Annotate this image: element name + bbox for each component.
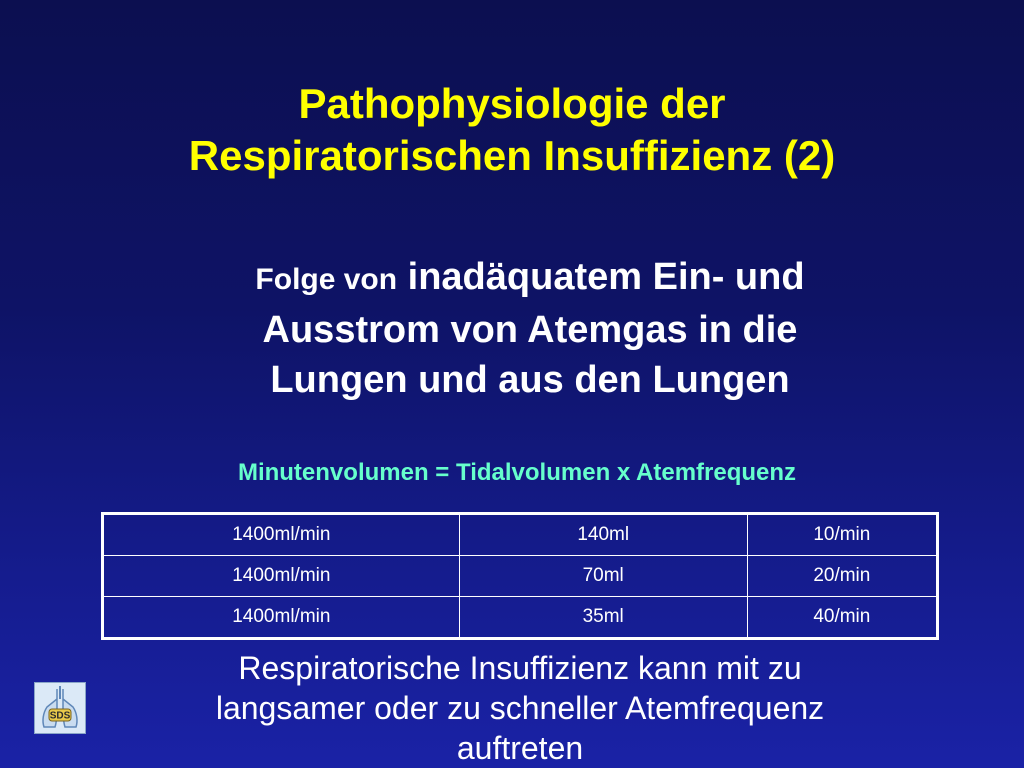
bullet-line-2: Ausstrom von Atemgas in die <box>262 309 798 351</box>
table-cell: 1400ml/min <box>103 597 460 639</box>
table-row <box>103 556 938 597</box>
slide-title-line-1: Pathophysiologie der <box>298 80 726 127</box>
table-cell: 40/min <box>747 597 937 639</box>
table-cell: 1400ml/min <box>103 556 460 597</box>
slide-title-line-2: Respiratorischen Insuffizienz (2) <box>188 132 836 179</box>
slide-title <box>0 78 1024 182</box>
bottom-text <box>120 648 920 768</box>
lungs-logo-icon <box>34 682 86 734</box>
bullet-line-1 <box>140 252 920 305</box>
bullet-lead: Folge von <box>255 263 398 296</box>
table-cell: 140ml <box>459 514 747 556</box>
bottom-line-2: langsamer oder zu schneller Atemfrequenz <box>215 690 825 726</box>
table-cell: 70ml <box>459 556 747 597</box>
table-cell: 10/min <box>747 514 937 556</box>
bullet-line-3: Lungen und aus den Lungen <box>270 359 790 401</box>
table-cell: 20/min <box>747 556 937 597</box>
table-row <box>103 597 938 639</box>
formula-text: Minutenvolumen = Tidalvolumen x Atemfrequenz <box>237 459 797 486</box>
bottom-line-3: auftreten <box>456 730 584 766</box>
logo-text: SDS <box>49 710 71 722</box>
lungs-logo-graphic <box>35 683 85 733</box>
bottom-line-1: Respiratorische Insuffizienz kann mit zu <box>238 650 802 686</box>
table-cell: 1400ml/min <box>103 514 460 556</box>
bullet-text <box>140 252 920 405</box>
table-row <box>103 514 938 556</box>
table-cell: 35ml <box>459 597 747 639</box>
bullet-line-1-text: inadäquatem Ein- und <box>407 256 805 298</box>
data-table <box>101 512 939 640</box>
